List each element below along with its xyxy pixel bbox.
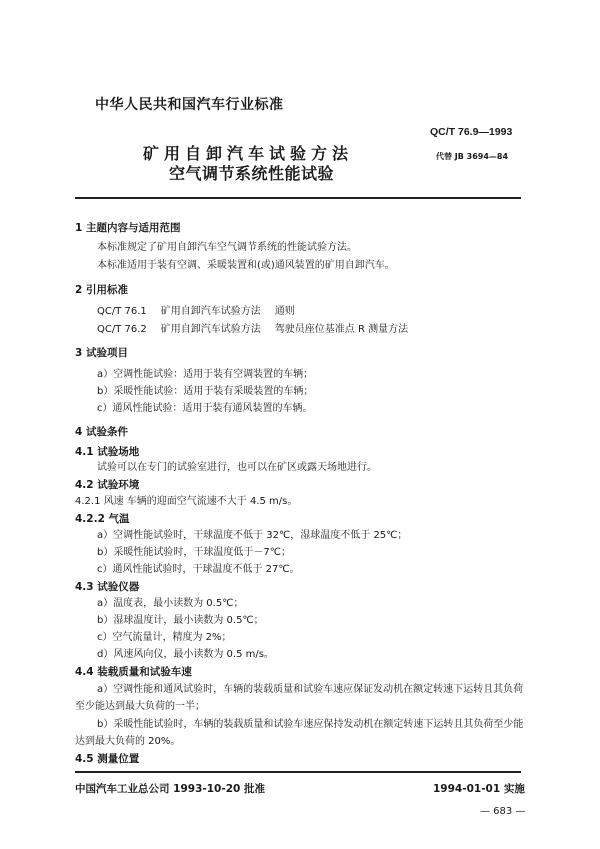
replaces-note: 代替 JB 3694—84 — [436, 152, 509, 161]
section-4-1-text: 试验可以在专门的试验室进行，也可以在矿区或露天场地进行。 — [97, 462, 377, 473]
ref-code: QC/T 76.1 — [97, 306, 147, 317]
ref-code: QC/T 76.2 — [97, 324, 147, 335]
list-item: c）通风性能试验时，干球温度不低于 27℃。 — [97, 564, 300, 575]
section-4-2-heading: 4.2 试验环境 — [75, 479, 140, 491]
section-4-3-heading: 4.3 试验仪器 — [75, 581, 140, 593]
section-1-para-2: 本标准适用于装有空调、采暖装置和(或)通风装置的矿用自卸汽车。 — [97, 260, 395, 271]
list-item: c）空气流量计，精度为 2%； — [97, 632, 232, 643]
reference-2 — [97, 323, 408, 337]
list-item: b）采暖性能试验时，干球温度低于－7℃； — [97, 547, 291, 558]
section-4-4-b-line-2: 达到最大负荷的 20%。 — [75, 736, 181, 747]
list-item: b）采暖性能试验：适用于装有采暖装置的车辆； — [97, 386, 314, 397]
section-4-2-1: 4.2.1 风速 车辆的迎面空气流速不大于 4.5 m/s。 — [75, 496, 298, 507]
header-rule — [75, 197, 521, 199]
list-item: c）通风性能试验：适用于装有通风装置的车辆。 — [97, 403, 313, 414]
list-item: b）湿球温度计，最小读数为 0.5℃； — [97, 615, 264, 626]
list-item: d）风速风向仪，最小读数为 0.5 m/s。 — [97, 649, 274, 660]
section-4-heading: 4 试验条件 — [75, 426, 128, 438]
standard-category: 中华人民共和国汽车行业标准 — [95, 97, 284, 113]
ref-title: 矿用自卸汽车试验方法 — [160, 324, 261, 335]
ref-subtitle: 通则 — [274, 306, 295, 317]
reference-1 — [97, 305, 295, 319]
list-item: a）空调性能试验：适用于装有空调装置的车辆； — [97, 369, 314, 380]
section-2-heading: 2 引用标准 — [75, 284, 128, 296]
effective-date: 1994-01-01 实施 — [433, 783, 525, 795]
section-1-heading: 1 主题内容与适用范围 — [75, 222, 181, 234]
section-4-4-b-line-1: b）采暖性能试验时，车辆的装载质量和试验车速应保持发动机在额定转速下运转且其负荷至少能 — [97, 719, 524, 730]
title-line-1: 矿用自卸汽车试验方法 — [143, 144, 354, 163]
page-number: — 683 — — [480, 806, 526, 817]
section-4-1-heading: 4.1 试验场地 — [75, 446, 140, 458]
section-1-para-1: 本标准规定了矿用自卸汽车空气调节系统的性能试验方法。 — [97, 242, 357, 253]
title-line-2: 空气调节系统性能试验 — [169, 164, 335, 183]
section-4-4-a-line-1: a）空调性能和通风试验时，车辆的装载质量和试验车速应保证发动机在额定转速下运转且其负荷 — [97, 684, 524, 695]
ref-subtitle: 驾驶员座位基准点 R 测量方法 — [274, 324, 409, 335]
section-4-2-2-heading: 4.2.2 气温 — [75, 513, 130, 525]
section-4-4-a-line-2: 至少能达到最大负荷的一半； — [75, 701, 205, 712]
approval-note: 中国汽车工业总公司 1993-10-20 批准 — [75, 783, 265, 795]
list-item: a）空调性能试验时，干球温度不低于 32℃，湿球温度不低于 25℃； — [97, 530, 408, 541]
list-item: a）温度表，最小读数为 0.5℃； — [97, 598, 244, 609]
standard-code: QC/T 76.9—1993 — [430, 126, 513, 138]
ref-title: 矿用自卸汽车试验方法 — [160, 306, 261, 317]
section-3-heading: 3 试验项目 — [75, 347, 128, 359]
section-4-4-heading: 4.4 装载质量和试验车速 — [75, 666, 192, 678]
section-4-5-heading: 4.5 测量位置 — [75, 753, 140, 765]
footer-rule — [75, 771, 521, 773]
